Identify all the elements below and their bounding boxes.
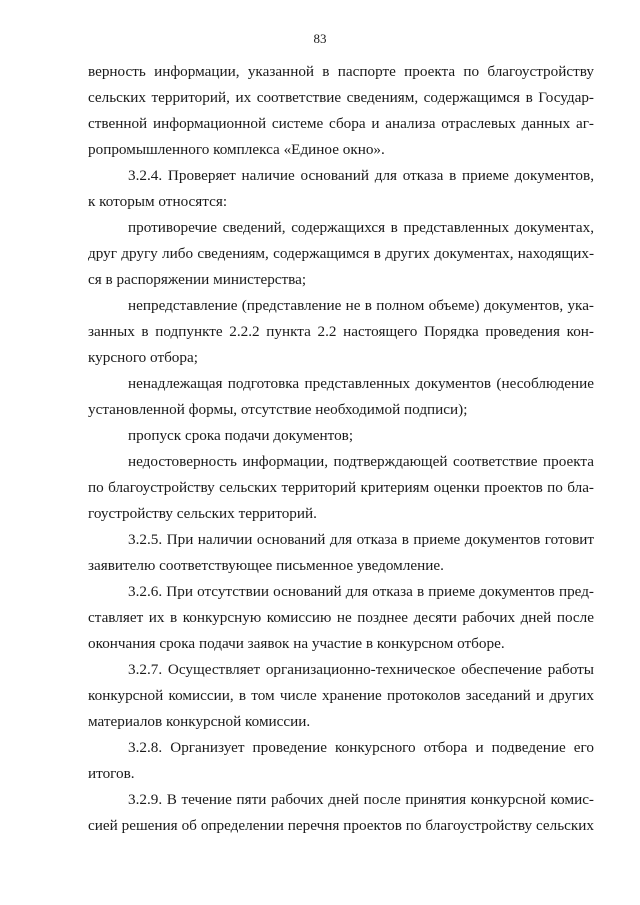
text-line: пропуск срока подачи документов;	[128, 427, 354, 444]
text-line: недостоверность информации, подтверждающей соответствие проекта	[128, 453, 594, 470]
text-line: сией решения об определении перечня проектов по благоустройству сельских	[88, 817, 594, 834]
text-line: гоустройству сельских территорий.	[88, 505, 317, 522]
text-line: сельских территорий, их соответствие сведениям, содержащимся в Государ-	[88, 89, 594, 106]
text-line: окончания срока подачи заявок на участие в конкурсном отборе.	[88, 635, 505, 652]
text-line: верность информации, указанной в паспорте проекта по благоустройству	[88, 63, 594, 80]
text-line: к которым относятся:	[88, 193, 228, 210]
text-line: противоречие сведений, содержащихся в представленных документах,	[128, 219, 594, 236]
text-line: 3.2.4. Проверяет наличие оснований для отказа в приеме документов,	[128, 167, 594, 184]
text-line: установленной формы, отсутствие необходимой подписи);	[88, 401, 468, 418]
text-line: материалов конкурсной комиссии.	[88, 713, 311, 730]
text-line: ставляет их в конкурсную комиссию не позднее десяти рабочих дней после	[88, 609, 594, 626]
text-line: заявителю соответствующее письменное уведомление.	[88, 557, 444, 574]
text-line: ропромышленного комплекса «Единое окно».	[88, 141, 385, 158]
text-line: 3.2.8. Организует проведение конкурсного отбора и подведение его	[128, 739, 594, 756]
text-line: курсного отбора;	[88, 349, 198, 366]
text-line: конкурсной комиссии, в том числе хранение протоколов заседаний и других	[88, 687, 594, 704]
text-line: 3.2.9. В течение пяти рабочих дней после принятия конкурсной комис-	[128, 791, 594, 808]
text-line: 3.2.6. При отсутствии оснований для отказа в приеме документов пред-	[128, 583, 594, 600]
text-line: занных в подпункте 2.2.2 пункта 2.2 настоящего Порядка проведения кон-	[88, 323, 594, 340]
text-line: 3.2.7. Осуществляет организационно-техническое обеспечение работы	[128, 661, 594, 678]
document-body	[88, 59, 594, 839]
text-line: ственной информационной системе сбора и анализа отраслевых данных аг-	[88, 115, 594, 132]
text-line: ненадлежащая подготовка представленных документов (несоблюдение	[128, 375, 594, 392]
text-line: непредставление (представление не в полном объеме) документов, ука-	[128, 297, 594, 314]
page-number: 83	[313, 31, 327, 46]
text-line: 3.2.5. При наличии оснований для отказа в приеме документов готовит	[128, 531, 594, 548]
text-line: друг другу либо сведениям, содержащимся в других документах, находящих-	[88, 245, 594, 262]
text-line: итогов.	[88, 765, 135, 782]
text-line: по благоустройству сельских территорий критериям оценки проектов по бла-	[88, 479, 594, 496]
text-line: ся в распоряжении министерства;	[88, 271, 307, 288]
